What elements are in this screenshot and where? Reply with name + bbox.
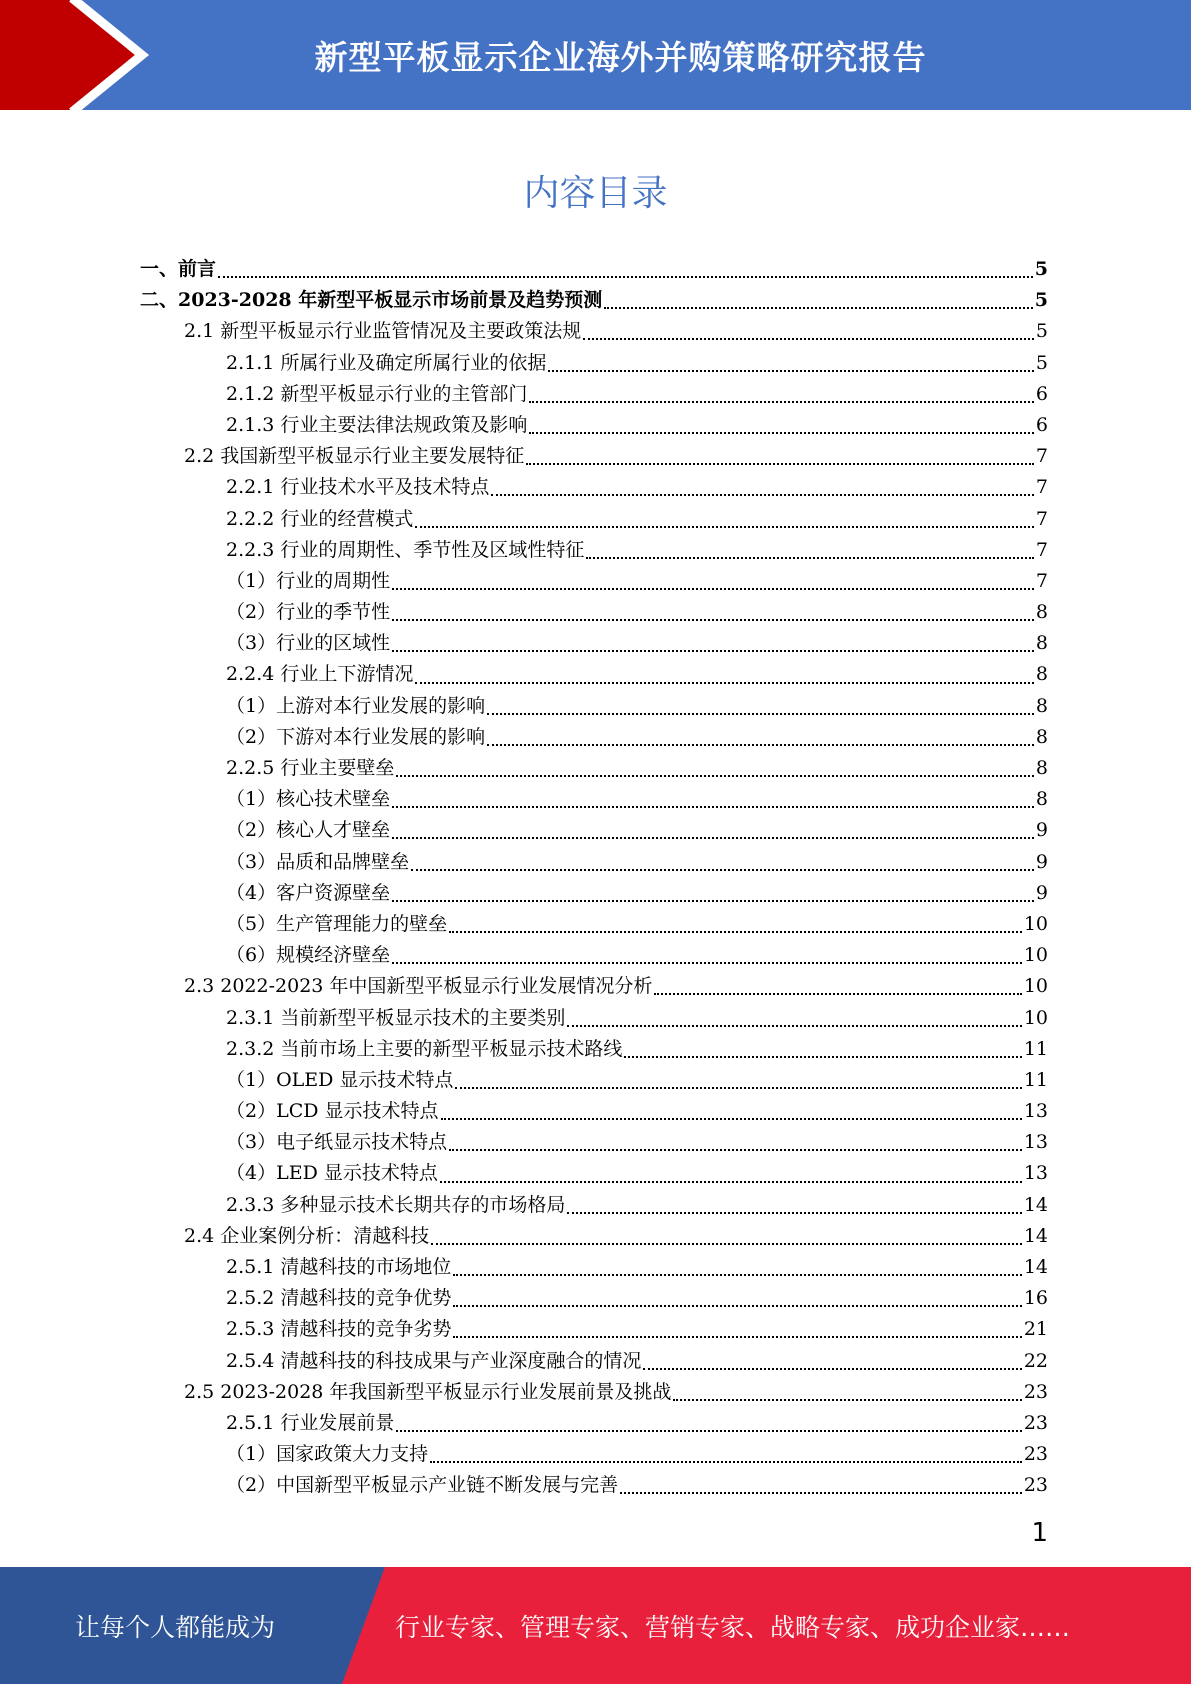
toc-entry[interactable] — [140, 691, 1048, 722]
toc-dot-leader — [583, 337, 1034, 340]
toc-dot-leader — [673, 1398, 1021, 1401]
toc-entry[interactable] — [140, 1096, 1048, 1127]
toc-entry-label: （1）行业的周期性 — [226, 569, 391, 592]
toc-entry[interactable] — [140, 1252, 1048, 1283]
toc-dot-leader — [526, 462, 1034, 465]
toc-entry-label: （4）客户资源壁垒 — [226, 881, 391, 904]
toc-entry-page: 10 — [1023, 912, 1048, 935]
toc-entry[interactable] — [140, 1127, 1048, 1158]
toc-entry[interactable] — [140, 940, 1048, 971]
toc-entry[interactable] — [140, 847, 1048, 878]
toc-entry-label: 2.2.1 行业技术水平及技术特点 — [226, 476, 490, 499]
toc-entry[interactable] — [140, 1003, 1048, 1034]
toc-entry-page: 23 — [1023, 1411, 1048, 1434]
toc-dot-leader — [567, 1211, 1021, 1214]
toc-entry-page: 8 — [1035, 757, 1048, 779]
toc-dot-leader — [441, 1117, 1022, 1120]
toc-dot-leader — [604, 306, 1033, 309]
toc-entry[interactable] — [140, 348, 1048, 379]
toc-entry[interactable] — [140, 722, 1048, 753]
toc-entry-label: 2.2.5 行业主要壁垒 — [226, 757, 395, 779]
toc-dot-leader — [453, 1273, 1021, 1276]
toc-entry[interactable] — [140, 1034, 1048, 1065]
toc-entry-page: 5 — [1035, 351, 1048, 374]
toc-dot-leader — [449, 1148, 1022, 1151]
toc-entry-page: 16 — [1023, 1287, 1048, 1310]
footer-slogan-left: 让每个人都能成为 — [74, 1612, 275, 1642]
toc-entry-page: 8 — [1035, 632, 1048, 655]
toc-entry-page: 23 — [1023, 1380, 1048, 1403]
toc-entry-page: 7 — [1035, 507, 1048, 530]
toc-entry[interactable] — [140, 441, 1048, 472]
toc-entry-label: 2.5 2023-2028 年我国新型平板显示行业发展前景及挑战 — [184, 1380, 672, 1403]
toc-dot-leader — [654, 992, 1021, 995]
toc-dot-leader — [430, 1460, 1022, 1463]
toc-entry-page: 11 — [1023, 1037, 1048, 1060]
toc-entry-label: 2.5.1 行业发展前景 — [226, 1411, 395, 1434]
toc-entry-label: （1）核心技术壁垒 — [226, 788, 391, 811]
toc-entry[interactable] — [140, 597, 1048, 628]
toc-entry-label: （3）行业的区域性 — [226, 632, 391, 655]
toc-entry-page: 6 — [1035, 382, 1048, 405]
toc-entry-page: 8 — [1035, 601, 1048, 624]
toc-entry-label: （1）OLED 显示技术特点 — [226, 1068, 454, 1091]
toc-entry-label: 2.2.3 行业的周期性、季节性及区域性特征 — [226, 538, 585, 561]
toc-entry[interactable] — [140, 1190, 1048, 1221]
toc-entry-page: 5 — [1034, 258, 1048, 280]
toc-dot-leader — [529, 400, 1034, 403]
toc-dot-leader — [411, 868, 1034, 871]
toc-entry[interactable] — [140, 815, 1048, 846]
toc-entry-label: 二、2023-2028 年新型平板显示市场前景及趋势预测 — [140, 289, 603, 312]
toc-entry[interactable] — [140, 971, 1048, 1002]
toc-entry[interactable] — [140, 1158, 1048, 1189]
toc-dot-leader — [431, 1242, 1022, 1245]
toc-dot-leader — [453, 1335, 1021, 1338]
toc-entry[interactable] — [140, 254, 1048, 285]
toc-entry[interactable] — [140, 535, 1048, 566]
toc-entry-page: 11 — [1023, 1068, 1048, 1091]
toc-entry-label: 2.1.1 所属行业及确定所属行业的依据 — [226, 351, 547, 374]
toc-entry-label: 2.3 2022-2023 年中国新型平板显示行业发展情况分析 — [184, 975, 653, 998]
toc-entry-label: （6）规模经济壁垒 — [226, 944, 391, 967]
toc-entry-label: （5）生产管理能力的壁垒 — [226, 912, 448, 935]
toc-dot-leader — [620, 1491, 1022, 1494]
toc-dot-leader — [624, 1055, 1021, 1058]
toc-entry[interactable] — [140, 472, 1048, 503]
toc-entry-page: 7 — [1035, 538, 1048, 561]
toc-entry-label: 2.1 新型平板显示行业监管情况及主要政策法规 — [184, 320, 582, 343]
toc-entry-label: 2.5.2 清越科技的竞争优势 — [226, 1287, 452, 1310]
header-banner — [0, 0, 1191, 110]
toc-entry-page: 8 — [1035, 663, 1048, 686]
toc-entry-label: （2）LCD 显示技术特点 — [226, 1100, 439, 1123]
toc-dot-leader — [586, 556, 1034, 559]
toc-entry[interactable] — [140, 379, 1048, 410]
toc-entry-page: 5 — [1034, 289, 1048, 312]
toc-entry-page: 13 — [1023, 1131, 1048, 1154]
toc-entry[interactable] — [140, 659, 1048, 690]
toc-entry-label: （1）国家政策大力支持 — [226, 1443, 429, 1466]
toc-entry-page: 14 — [1023, 1224, 1048, 1247]
toc-entry-page: 23 — [1023, 1474, 1048, 1497]
toc-entry-page: 5 — [1035, 320, 1048, 343]
toc-dot-leader — [415, 681, 1034, 684]
toc-entry[interactable] — [140, 1283, 1048, 1314]
toc-entry[interactable] — [140, 909, 1048, 940]
toc-dot-leader — [392, 649, 1034, 652]
toc-entry-label: （2）行业的季节性 — [226, 601, 391, 624]
toc-entry-label: 2.2 我国新型平板显示行业主要发展特征 — [184, 445, 525, 468]
toc-entry[interactable] — [140, 504, 1048, 535]
toc-entry[interactable] — [140, 316, 1048, 347]
toc-entry-page: 23 — [1023, 1443, 1048, 1466]
page-number: 1 — [1031, 1518, 1048, 1548]
toc-entry-label: 2.1.3 行业主要法律法规政策及影响 — [226, 413, 528, 436]
toc-entry-page: 21 — [1023, 1318, 1048, 1341]
toc-entry-label: 一、前言 — [140, 258, 217, 280]
toc-entry[interactable] — [140, 1439, 1048, 1470]
toc-entry-page: 6 — [1035, 413, 1048, 436]
toc-entry[interactable] — [140, 1221, 1048, 1252]
toc-entry-page: 7 — [1035, 445, 1048, 468]
header-red-chevron — [0, 0, 140, 110]
toc-entry[interactable] — [140, 1408, 1048, 1439]
toc-dot-leader — [392, 805, 1034, 808]
toc-entry-label: 2.3.3 多种显示技术长期共存的市场格局 — [226, 1193, 566, 1216]
toc-entry[interactable] — [140, 784, 1048, 815]
toc-dot-leader — [218, 275, 1033, 278]
toc-dot-leader — [643, 1367, 1021, 1370]
toc-entry-label: 2.2.2 行业的经营模式 — [226, 507, 414, 530]
toc-dot-leader — [396, 774, 1034, 777]
toc-entry-page: 10 — [1023, 944, 1048, 967]
toc-entry[interactable] — [140, 1346, 1048, 1377]
toc-dot-leader — [392, 961, 1022, 964]
toc-entry[interactable] — [140, 753, 1048, 784]
toc-dot-leader — [392, 618, 1034, 621]
table-of-contents — [140, 254, 1048, 1502]
toc-entry-page: 13 — [1023, 1162, 1048, 1185]
toc-entry-page: 10 — [1023, 1006, 1048, 1029]
toc-entry-label: 2.5.3 清越科技的竞争劣势 — [226, 1318, 452, 1341]
toc-entry-page: 7 — [1035, 476, 1048, 499]
toc-entry-page: 8 — [1035, 725, 1048, 748]
toc-entry-page: 8 — [1035, 694, 1048, 717]
report-title: 新型平板显示企业海外并购策略研究报告 — [314, 37, 927, 77]
toc-entry-page: 22 — [1023, 1349, 1048, 1372]
toc-entry[interactable] — [140, 1377, 1048, 1408]
toc-dot-leader — [392, 587, 1034, 590]
toc-dot-leader — [491, 493, 1034, 496]
toc-dot-leader — [392, 836, 1034, 839]
toc-entry[interactable] — [140, 878, 1048, 909]
toc-entry-label: （2）中国新型平板显示产业链不断发展与完善 — [226, 1474, 619, 1497]
toc-entry-page: 7 — [1035, 569, 1048, 592]
toc-dot-leader — [487, 743, 1034, 746]
toc-entry-page: 14 — [1023, 1193, 1048, 1216]
toc-entry[interactable] — [140, 410, 1048, 441]
toc-entry-label: （1）上游对本行业发展的影响 — [226, 694, 486, 717]
toc-entry-label: （3）品质和品牌壁垒 — [226, 850, 410, 873]
toc-entry-label: （3）电子纸显示技术特点 — [226, 1131, 448, 1154]
toc-entry-page: 9 — [1035, 850, 1048, 873]
toc-entry-label: 2.5.4 清越科技的科技成果与产业深度融合的情况 — [226, 1349, 642, 1372]
toc-entry-page: 13 — [1023, 1100, 1048, 1123]
toc-entry[interactable] — [140, 566, 1048, 597]
toc-entry-page: 9 — [1035, 819, 1048, 842]
toc-dot-leader — [449, 930, 1022, 933]
toc-dot-leader — [455, 1086, 1021, 1089]
toc-dot-leader — [548, 369, 1034, 372]
toc-entry[interactable] — [140, 628, 1048, 659]
toc-dot-leader — [567, 1024, 1021, 1027]
toc-entry-label: 2.3.2 当前市场上主要的新型平板显示技术路线 — [226, 1037, 623, 1060]
toc-entry-label: 2.1.2 新型平板显示行业的主管部门 — [226, 382, 528, 405]
footer-banner — [0, 1567, 1191, 1684]
toc-entry[interactable] — [140, 1470, 1048, 1501]
toc-entry-label: （2）核心人才壁垒 — [226, 819, 391, 842]
toc-entry-label: 2.3.1 当前新型平板显示技术的主要类别 — [226, 1006, 566, 1029]
toc-entry-label: 2.2.4 行业上下游情况 — [226, 663, 414, 686]
toc-entry-page: 14 — [1023, 1256, 1048, 1278]
toc-entry-label: （2）下游对本行业发展的影响 — [226, 725, 486, 748]
toc-entry[interactable] — [140, 1314, 1048, 1345]
toc-dot-leader — [440, 1180, 1022, 1183]
toc-entry-page: 10 — [1023, 975, 1048, 998]
toc-heading: 内容目录 — [523, 173, 668, 214]
toc-dot-leader — [396, 1429, 1021, 1432]
toc-dot-leader — [415, 525, 1034, 528]
toc-entry[interactable] — [140, 285, 1048, 316]
toc-dot-leader — [487, 712, 1034, 715]
footer-slogan-right: 行业专家、管理专家、营销专家、战略专家、成功企业家…… — [395, 1612, 1071, 1642]
toc-entry-page: 9 — [1035, 881, 1048, 904]
toc-entry-page: 8 — [1035, 788, 1048, 811]
toc-dot-leader — [453, 1304, 1021, 1307]
toc-dot-leader — [392, 899, 1034, 902]
toc-dot-leader — [529, 431, 1034, 434]
toc-entry-label: 2.4 企业案例分析：清越科技 — [184, 1224, 430, 1247]
toc-entry-label: 2.5.1 清越科技的市场地位 — [226, 1256, 452, 1278]
toc-entry[interactable] — [140, 1065, 1048, 1096]
toc-entry-label: （4）LED 显示技术特点 — [226, 1162, 438, 1185]
